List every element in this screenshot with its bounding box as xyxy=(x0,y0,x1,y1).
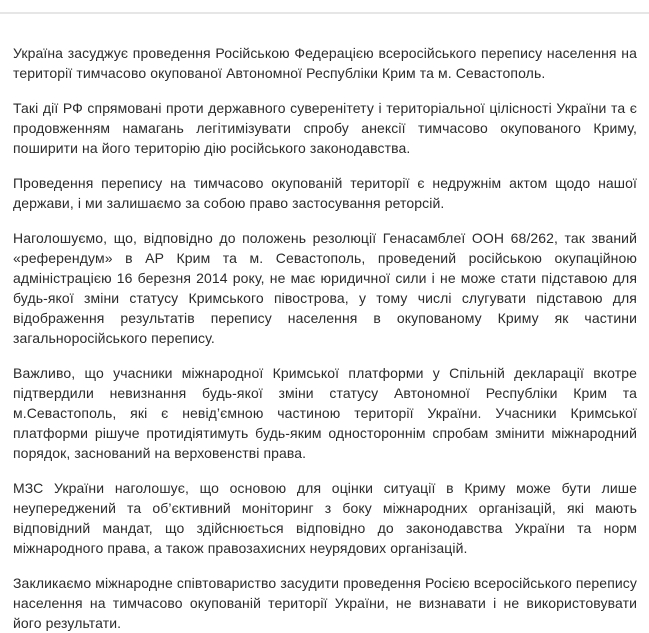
statement-paragraph-7: Закликаємо міжнародне співтовариство засудити проведення Росією всеросійського перепису населення на тимчасово окупованій території України, не визнавати і не використовувати його результати. xyxy=(13,575,637,631)
statement-body xyxy=(0,14,649,633)
statement-paragraph-6: МЗС України наголошує, що основою для оцінки ситуації в Криму може бути лише неупереджений та об’єктивний моніторинг з боку міжнародних організацій, які мають відповідний мандат, що здійснюється відповідно до законодавства України та норм міжнародного права, а також правозахисних неурядових організацій. xyxy=(13,480,637,556)
statement-paragraph-2: Такі дії РФ спрямовані проти державного суверенітету і територіальної цілісності України та є продовженням намагань легітимізувати спробу анексії тимчасово окупованого Криму, поширити на його територію дію російського законодавства. xyxy=(13,100,637,156)
statement-paragraph-1: Україна засуджує проведення Російською Федерацією всеросійського перепису населення на території тимчасово окупованої Автономної Республіки Крим та м. Севастополь. xyxy=(13,45,637,81)
statement-paragraph-3: Проведення перепису на тимчасово окупованій території є недружнім актом щодо нашої держави, і ми залишаємо за собою право застосування реторсій. xyxy=(13,175,637,211)
statement-paragraph-4: Наголошуємо, що, відповідно до положень резолюції Генасамблеї ООН 68/262, так званий «референдум» в АР Крим та м. Севастополь, проведений російською окупаційною адміністрацією 16 березня 2014 року, не має юридичної сили і не може стати підставою для будь-якої зміни статусу Кримського півострова, у тому числі слугувати підставою для відображення результатів перепису населення в окупованому Криму як частини загальноросійського перепису. xyxy=(13,230,637,346)
statement-paragraph-5: Важливо, що учасники міжнародної Кримської платформи у Спільній декларації вкотре підтвердили невизнання будь-якої зміни статусу Автономної Республіки Крим та м.Севастополь, які є невід’ємною частиною території України. Учасники Кримської платформи рішуче протидіятимуть будь-яким одностороннім спробам змінити міжнародний порядок, заснований на верховенстві права. xyxy=(13,365,637,461)
